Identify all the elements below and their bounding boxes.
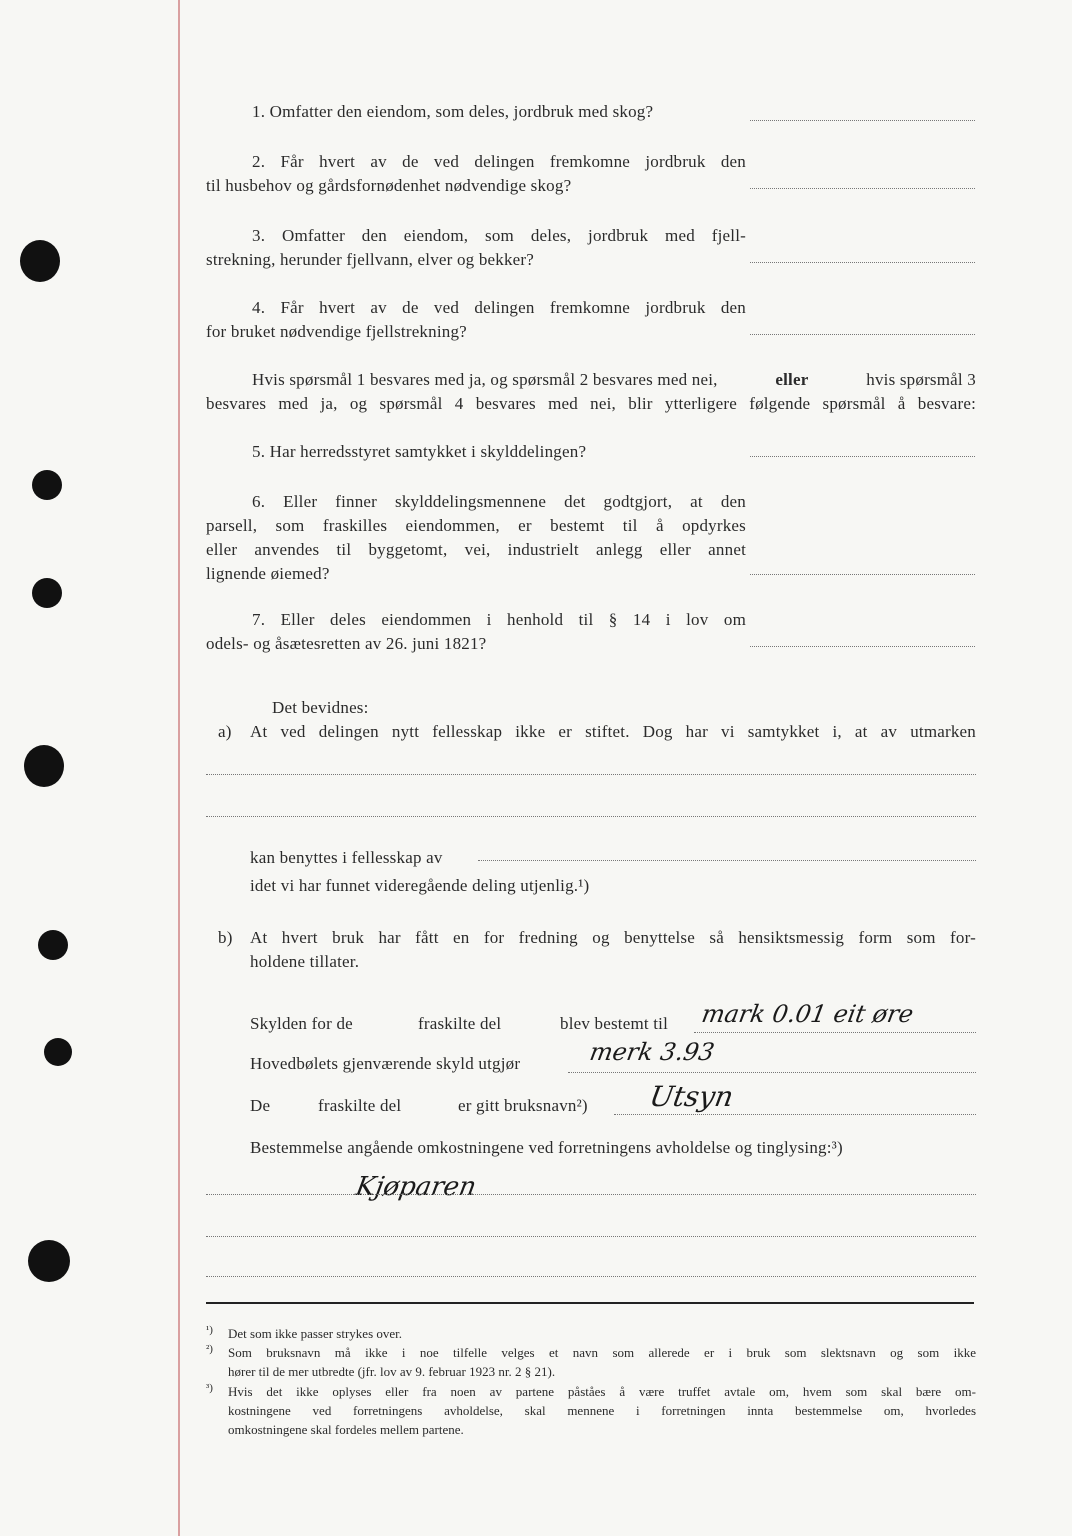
margin-rule — [178, 0, 180, 1536]
cost-line — [206, 1194, 976, 1195]
footnote-2-mark: ²) — [206, 1343, 213, 1355]
question-4-line-2: for bruket nødvendige fjellstrekning? — [206, 322, 467, 341]
punch-hole — [28, 1240, 70, 1282]
name-label-b: fraskilte del — [318, 1096, 402, 1115]
name-line — [614, 1114, 976, 1115]
hoved-handwriting: merk 3.93 — [587, 1038, 717, 1066]
hoved-label: Hovedbølets gjenværende skyld utgjør — [250, 1054, 521, 1073]
footnote-3-mark: ³) — [206, 1382, 213, 1394]
skyld-label-a: Skylden for de — [250, 1014, 353, 1033]
skyld-label-c: blev bestemt til — [560, 1014, 669, 1033]
shared-use-line — [478, 860, 976, 861]
fill-line — [206, 816, 976, 817]
answer-line-4 — [750, 334, 975, 335]
fill-line — [206, 774, 976, 775]
answer-line-6 — [750, 574, 975, 575]
cost-line — [206, 1276, 976, 1277]
footnote-3-line-2: kostningene ved forretningens avholdelse, skal mennene i forretningen innta bestemmelse om, hvorledes — [228, 1403, 976, 1418]
question-2-line-2: til husbehov og gårdsfornødenhet nødvendige skog? — [206, 176, 572, 195]
question-4-line-1: 4. Får hvert av de ved delingen fremkomne jordbruk den — [252, 298, 746, 317]
footnote-3-line-1: Hvis det ikke oplyses eller fra noen av partene påståes å være truffet avtale om, hvem som skal bære om- — [228, 1384, 976, 1399]
footnote-2-line-1: Som bruksnavn må ikke i noe tilfelle velges et navn som allerede er i bruk som slektsnavn og som ikke — [228, 1345, 976, 1360]
condition-text-or: eller — [775, 370, 809, 389]
punch-hole — [32, 470, 62, 500]
cost-line — [206, 1236, 976, 1237]
name-handwriting: Utsyn — [647, 1080, 736, 1113]
condition-text-a: Hvis spørsmål 1 besvares med ja, og spørsmål 2 besvares med nei, — [252, 370, 718, 389]
condition-line-1 — [252, 368, 976, 392]
attest-b-label: b) — [218, 928, 233, 947]
punch-hole — [38, 930, 68, 960]
question-6-line-1: 6. Eller finner skylddelingsmennene det godtgjort, at den — [252, 492, 746, 511]
footnote-3-line-3: omkostningene skal fordeles mellem partene. — [228, 1422, 464, 1437]
name-label-c: er gitt bruksnavn²) — [458, 1096, 588, 1115]
question-6-line-2: parsell, som fraskilles eiendommen, er bestemt til å opdyrkes — [206, 516, 746, 535]
question-5: 5. Har herredsstyret samtykket i skylddelingen? — [252, 442, 587, 461]
attest-b-line-2: holdene tillater. — [250, 952, 360, 971]
skyld-label-b: fraskilte del — [418, 1014, 502, 1033]
question-7-line-1: 7. Eller deles eiendommen i henhold til § 14 i lov om — [252, 610, 746, 629]
answer-line-1 — [750, 120, 975, 121]
footnote-rule — [206, 1302, 974, 1304]
question-3-line-2: strekning, herunder fjellvann, elver og bekker? — [206, 250, 535, 269]
skyld-line — [694, 1032, 976, 1033]
attest-b-line-1: At hvert bruk har fått en for fredning og benyttelse så hensiktsmessig form som for- — [250, 928, 976, 947]
shared-use-label: kan benyttes i fellesskap av — [250, 848, 443, 867]
attest-heading: Det bevidnes: — [272, 698, 369, 717]
cost-handwriting: Kjøparen — [353, 1172, 479, 1202]
punch-hole — [44, 1038, 72, 1066]
hoved-line — [568, 1072, 976, 1073]
condition-text-c: hvis spørsmål 3 — [866, 370, 976, 389]
question-6-line-4: lignende øiemed? — [206, 564, 330, 583]
answer-line-3 — [750, 262, 975, 263]
question-7-line-2: odels- og åsætesretten av 26. juni 1821? — [206, 634, 487, 653]
question-3-line-1: 3. Omfatter den eiendom, som deles, jordbruk med fjell- — [252, 226, 746, 245]
not-useful-text: idet vi har funnet videregående deling utjenlig.¹) — [250, 876, 590, 895]
attest-a-label: a) — [218, 722, 232, 741]
answer-line-2 — [750, 188, 975, 189]
punch-hole — [24, 745, 64, 787]
footnote-1: Det som ikke passer strykes over. — [228, 1326, 403, 1341]
footnote-2-line-2: hører til de mer utbredte (jfr. lov av 9. februar 1923 nr. 2 § 21). — [228, 1364, 556, 1379]
punch-hole — [32, 578, 62, 608]
name-label-a: De — [250, 1096, 271, 1115]
question-6-line-3: eller anvendes til byggetomt, vei, industrielt anlegg eller annet — [206, 540, 746, 559]
question-1: 1. Omfatter den eiendom, som deles, jordbruk med skog? — [252, 102, 654, 121]
footnote-1-mark: ¹) — [206, 1324, 213, 1336]
skyld-handwriting: mark 0.01 eit øre — [699, 1000, 916, 1028]
answer-line-5 — [750, 456, 975, 457]
answer-line-7 — [750, 646, 975, 647]
cost-label: Bestemmelse angående omkostningene ved forretningens avholdelse og tinglysing:³) — [250, 1138, 843, 1157]
condition-line-2: besvares med ja, og spørsmål 4 besvares med nei, blir ytterligere følgende spørsmål å besvare: — [206, 394, 976, 413]
punch-hole — [20, 240, 60, 282]
attest-a-text: At ved delingen nytt fellesskap ikke er stiftet. Dog har vi samtykket i, at av utmarken — [250, 722, 976, 741]
question-2-line-1: 2. Får hvert av de ved delingen fremkomne jordbruk den — [252, 152, 746, 171]
